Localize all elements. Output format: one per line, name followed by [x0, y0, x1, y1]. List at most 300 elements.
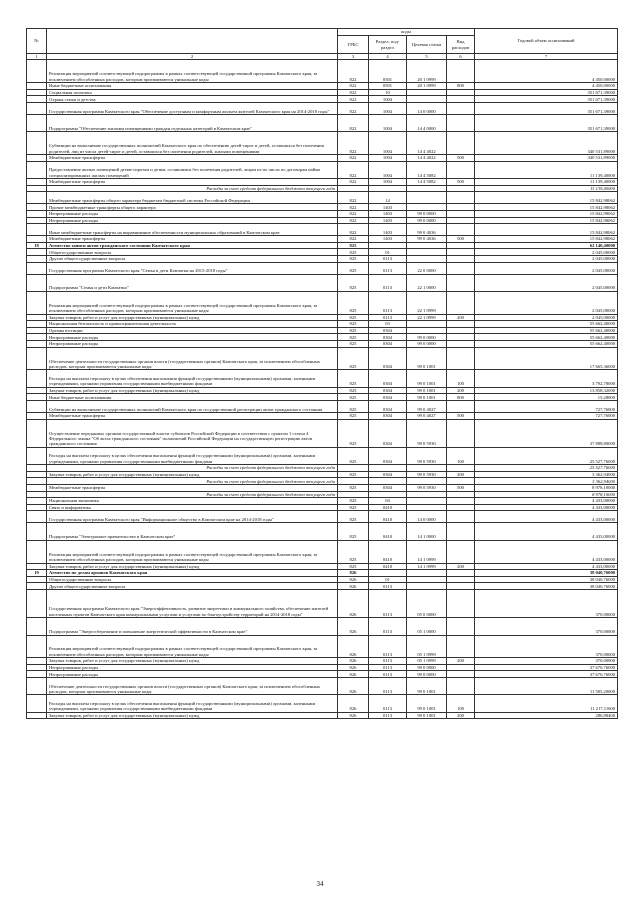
cell-sum: 38 040,76000 [475, 583, 618, 590]
table-row [27, 563, 618, 570]
cell-target-article: 20 1 0999 [407, 60, 447, 83]
cell-number [27, 563, 47, 570]
cell-expense-type [447, 570, 475, 577]
cell-expense-type: 500 [447, 179, 475, 186]
cell-name: Предоставление жилых помещений детям-сиротам и детям, оставшимся без попечения родителей, лицам из их числа по договорам найма специализированных жилых помещений [47, 161, 338, 178]
cell-razdel: 04 [369, 498, 407, 505]
cell-expense-type [447, 540, 475, 563]
cell-number [27, 274, 47, 291]
cell-number [27, 224, 47, 236]
cell-sum: 11 139,40000 [475, 185, 618, 192]
cell-number [27, 413, 47, 420]
cell-name: Непрограммные расходы [47, 664, 338, 671]
cell-expense-type: 200 [447, 563, 475, 570]
cell-number [27, 249, 47, 256]
table-row [27, 83, 618, 90]
cell-grbs: 825 [338, 563, 369, 570]
cell-grbs: 825 [338, 314, 369, 321]
cell-target-article: 05 1 0999 [407, 658, 447, 665]
cell-grbs: 826 [338, 583, 369, 590]
colnum: 1 [27, 54, 47, 60]
cell-expense-type [447, 419, 475, 447]
cell-grbs: 822 [338, 114, 369, 131]
cell-razdel: 0304 [369, 447, 407, 464]
cell-name: Субвенции на выполнение государственных полномочий Камчатского края по обеспечению детей-сирот и детей, оставшихся без попечения родителей, лиц из числа детей-сирот и детей, оставшихся без попечения родителей, жилыми помещениями [47, 132, 338, 155]
cell-number [27, 255, 47, 262]
cell-target-article [407, 89, 447, 96]
cell-expense-type: 100 [447, 447, 475, 464]
cell-razdel: 14 [369, 192, 407, 204]
cell-number [27, 96, 47, 103]
cell-expense-type [447, 576, 475, 583]
cell-razdel: 0113 [369, 664, 407, 671]
cell-name: Обеспечение деятельности государственных органов власти (государственных органов) Камчатского края, за исключением обособленных расходов, которым присваиваются уникальные коды [47, 347, 338, 370]
cell-name: Межбюджетные трансферты [47, 484, 338, 491]
cell-expense-type: 500 [447, 413, 475, 420]
cell-razdel: 0410 [369, 504, 407, 511]
cell-number [27, 671, 47, 678]
table-row [27, 274, 618, 291]
cell-target-article: 22 1 0999 [407, 314, 447, 321]
cell-sum: 351 671,39000 [475, 89, 618, 96]
cell-sum: 55 662,40000 [475, 327, 618, 334]
cell-name: Органы юстиции [47, 327, 338, 334]
cell-sum: 37 670,76000 [475, 664, 618, 671]
cell-sum: 370,00000 [475, 635, 618, 658]
cell-razdel: 1403 [369, 224, 407, 236]
cell-razdel: 0304 [369, 471, 407, 478]
cell-expense-type [447, 185, 475, 192]
cell-number [27, 204, 47, 211]
cell-razdel: 0501 [369, 60, 407, 83]
cell-target-article [407, 583, 447, 590]
cell-name: Государственная программа Камчатского края "Обеспечение доступным и комфортным жильем жителей Камчатского края на 2014-2018 годы" [47, 102, 338, 114]
cell-razdel: 03 [369, 321, 407, 328]
table-row [27, 419, 618, 447]
table-row [27, 465, 618, 472]
cell-razdel [369, 465, 407, 472]
cell-sum: 17 665,36000 [475, 347, 618, 370]
cell-razdel: 0113 [369, 658, 407, 665]
table-row [27, 314, 618, 321]
cell-target-article: 14 1 0999 [407, 540, 447, 563]
cell-name: Межбюджетные трансферты [47, 413, 338, 420]
cell-grbs: 822 [338, 192, 369, 204]
cell-sum: 8 978,10000 [475, 491, 618, 498]
cell-grbs: 825 [338, 540, 369, 563]
cell-grbs: 825 [338, 413, 369, 420]
cell-name: Закупка товаров, работ и услуг для государственных (муниципальных) нужд [47, 658, 338, 665]
cell-target-article [407, 185, 447, 192]
header-razdel: Раздел, под-раздел [369, 36, 407, 54]
cell-name: Межбюджетные трансферты [47, 155, 338, 162]
cell-grbs: 825 [338, 523, 369, 540]
cell-target-article: 99 0 0000 [407, 341, 447, 348]
cell-expense-type [447, 327, 475, 334]
cell-razdel: 0304 [369, 327, 407, 334]
cell-grbs: 825 [338, 321, 369, 328]
cell-sum: 351 671,39000 [475, 102, 618, 114]
cell-sum: 55 662,40000 [475, 334, 618, 341]
cell-number [27, 419, 47, 447]
cell-name: Закупка товаров, работ и услуг для государственных (муниципальных) нужд [47, 563, 338, 570]
cell-razdel: 1004 [369, 114, 407, 131]
cell-razdel: 0410 [369, 523, 407, 540]
table-row [27, 484, 618, 491]
cell-razdel: 01 [369, 249, 407, 256]
cell-name: Закупка товаров, работ и услуг для государственных (муниципальных) нужд [47, 471, 338, 478]
cell-sum: 15 842,98062 [475, 217, 618, 224]
cell-sum: 370,00000 [475, 589, 618, 617]
cell-number [27, 370, 47, 387]
table-row [27, 394, 618, 401]
cell-razdel [369, 478, 407, 485]
cell-target-article: 14 4 4022 [407, 132, 447, 155]
cell-name: Другие общегосударственные вопросы [47, 583, 338, 590]
cell-grbs [338, 185, 369, 192]
cell-number [27, 484, 47, 491]
cell-name: Реализация мероприятий соответствующей подпрограммы в рамках соответствующей государственной программы Камчатского края, за исключением обособленных расходов, которым присваиваются уникальные коды [47, 291, 338, 314]
cell-target-article [407, 327, 447, 334]
table-row [27, 671, 618, 678]
cell-expense-type [447, 478, 475, 485]
cell-grbs: 822 [338, 224, 369, 236]
cell-number [27, 712, 47, 719]
cell-razdel: 0113 [369, 635, 407, 658]
cell-sum: 4 450,00000 [475, 83, 618, 90]
table-row [27, 401, 618, 413]
cell-sum: 2 045,00000 [475, 255, 618, 262]
cell-expense-type [447, 274, 475, 291]
cell-name: Подпрограмма "Семья и дети Камчатки" [47, 274, 338, 291]
cell-sum: 55 662,40000 [475, 321, 618, 328]
cell-sum: 11 139,40000 [475, 179, 618, 186]
cell-grbs: 822 [338, 179, 369, 186]
cell-razdel: 01 [369, 576, 407, 583]
cell-number [27, 102, 47, 114]
cell-name: Расходы на выплаты персоналу в целях обеспечения выполнения функций государственными (муниципальными) органами, казенными учреждениями, органами управления государственными внебюджетными фондами [47, 447, 338, 464]
cell-sum: 351 671,39000 [475, 96, 618, 103]
table-row [27, 210, 618, 217]
cell-name: Социальная политика [47, 89, 338, 96]
cell-number [27, 321, 47, 328]
table-body [27, 60, 618, 719]
cell-target-article: 22 1 0000 [407, 274, 447, 291]
cell-expense-type: 100 [447, 370, 475, 387]
cell-name: Расходы на выплаты персоналу в целях обеспечения выполнения функций государственными (муниципальными) органами, казенными учреждениями, органами управления государственными внебюджетными фондами [47, 370, 338, 387]
cell-grbs: 825 [338, 511, 369, 523]
cell-grbs: 825 [338, 291, 369, 314]
cell-number [27, 192, 47, 204]
page-number: 34 [316, 880, 324, 888]
cell-target-article: 99 0 1001 [407, 695, 447, 712]
cell-razdel: 0113 [369, 314, 407, 321]
cell-name: Подпрограмма "Электронное правительство в Камчатском крае" [47, 523, 338, 540]
cell-target-article [407, 498, 447, 505]
cell-grbs: 826 [338, 658, 369, 665]
cell-razdel: 0304 [369, 341, 407, 348]
cell-name: Иные бюджетные ассигнования [47, 83, 338, 90]
cell-target-article: 99 0 1001 [407, 370, 447, 387]
cell-grbs: 826 [338, 671, 369, 678]
cell-expense-type [447, 224, 475, 236]
cell-razdel: 0304 [369, 334, 407, 341]
cell-expense-type [447, 511, 475, 523]
cell-grbs: 825 [338, 274, 369, 291]
table-row [27, 89, 618, 96]
cell-number [27, 161, 47, 178]
cell-sum: 2 045,00000 [475, 291, 618, 314]
table-row [27, 583, 618, 590]
table-row [27, 242, 618, 249]
cell-number [27, 635, 47, 658]
table-row [27, 658, 618, 665]
cell-razdel: 0113 [369, 712, 407, 719]
cell-target-article [407, 204, 447, 211]
cell-number [27, 523, 47, 540]
cell-sum: 13 858,32000 [475, 387, 618, 394]
cell-expense-type [447, 242, 475, 249]
cell-name: Охрана семьи и детства [47, 96, 338, 103]
cell-expense-type [447, 618, 475, 635]
cell-sum: 340 531,89000 [475, 132, 618, 155]
cell-razdel [369, 491, 407, 498]
cell-target-article: 14 1 0999 [407, 563, 447, 570]
cell-number [27, 210, 47, 217]
cell-name: Иные бюджетные ассигнования [47, 394, 338, 401]
cell-grbs: 825 [338, 370, 369, 387]
cell-target-article [407, 192, 447, 204]
table-row [27, 589, 618, 617]
cell-number [27, 465, 47, 472]
cell-expense-type [447, 589, 475, 617]
cell-number [27, 217, 47, 224]
table-row [27, 618, 618, 635]
colnum: 3 [338, 54, 369, 60]
cell-grbs: 825 [338, 447, 369, 464]
cell-name: Закупка товаров, работ и услуг для государственных (муниципальных) нужд [47, 712, 338, 719]
cell-target-article: 14 4 5082 [407, 179, 447, 186]
cell-name: Национальная безопасность и правоохранительная деятельность [47, 321, 338, 328]
cell-grbs: 822 [338, 210, 369, 217]
cell-expense-type [447, 401, 475, 413]
cell-expense-type [447, 583, 475, 590]
table-row [27, 321, 618, 328]
cell-number [27, 471, 47, 478]
cell-expense-type [447, 465, 475, 472]
cell-razdel: 0304 [369, 387, 407, 394]
cell-grbs: 825 [338, 484, 369, 491]
cell-target-article: 99 0 1001 [407, 387, 447, 394]
cell-name: Непрограммные расходы [47, 671, 338, 678]
cell-expense-type: 800 [447, 394, 475, 401]
cell-target-article: 05 0 0000 [407, 589, 447, 617]
cell-expense-type: 800 [447, 83, 475, 90]
cell-name: Расходы за счет средств федерального бюджета текущего года [47, 478, 338, 485]
cell-target-article: 99 0 1001 [407, 347, 447, 370]
cell-grbs: 826 [338, 635, 369, 658]
cell-sum: 4 433,00000 [475, 498, 618, 505]
cell-grbs: 826 [338, 695, 369, 712]
cell-sum: 2 045,00000 [475, 314, 618, 321]
cell-sum: 4 433,00000 [475, 523, 618, 540]
cell-grbs: 825 [338, 262, 369, 274]
cell-number [27, 401, 47, 413]
cell-target-article: 99 0 4036 [407, 224, 447, 236]
table-header [27, 29, 618, 60]
cell-target-article [407, 96, 447, 103]
cell-grbs: 826 [338, 712, 369, 719]
cell-target-article: 22 0 0000 [407, 262, 447, 274]
cell-grbs [338, 491, 369, 498]
cell-name: Межбюджетные трансферты общего характера бюджетам бюджетной системы Российской Федерации [47, 192, 338, 204]
cell-expense-type [447, 96, 475, 103]
cell-sum: 25 527,76000 [475, 465, 618, 472]
cell-razdel: 1004 [369, 132, 407, 155]
cell-expense-type: 100 [447, 695, 475, 712]
cell-number [27, 589, 47, 617]
cell-expense-type [447, 217, 475, 224]
cell-razdel: 0304 [369, 401, 407, 413]
cell-sum: 4 433,00000 [475, 540, 618, 563]
cell-expense-type [447, 262, 475, 274]
cell-target-article [407, 465, 447, 472]
cell-razdel: 0304 [369, 394, 407, 401]
cell-number [27, 491, 47, 498]
cell-target-article: 14 1 0000 [407, 523, 447, 540]
cell-sum: 4 433,00000 [475, 563, 618, 570]
cell-razdel: 0304 [369, 347, 407, 370]
cell-name: Прочие межбюджетные трансферты общего характера [47, 204, 338, 211]
header-vr: Вид расходов [447, 36, 475, 54]
cell-sum: 62 140,40000 [475, 242, 618, 249]
cell-target-article: 14 0 0000 [407, 102, 447, 114]
table-row [27, 504, 618, 511]
cell-grbs: 825 [338, 341, 369, 348]
cell-name: Непрограммные расходы [47, 217, 338, 224]
cell-target-article [407, 570, 447, 577]
cell-grbs: 822 [338, 83, 369, 90]
table-row [27, 291, 618, 314]
cell-sum: 3 362,94000 [475, 471, 618, 478]
cell-expense-type: 500 [447, 484, 475, 491]
cell-sum: 727,76000 [475, 413, 618, 420]
table-row [27, 635, 618, 658]
cell-sum: 4 433,00000 [475, 504, 618, 511]
cell-razdel: 0113 [369, 678, 407, 695]
table-row [27, 192, 618, 204]
cell-name: Реализация мероприятий соответствующей подпрограммы в рамках соответствующей государственной программы Камчатского края, за исключением обособленных расходов, которым присваиваются уникальные коды [47, 540, 338, 563]
cell-number [27, 236, 47, 243]
cell-target-article: 99 0 0000 [407, 334, 447, 341]
cell-target-article [407, 504, 447, 511]
table-row [27, 695, 618, 712]
cell-razdel: 0113 [369, 274, 407, 291]
cell-grbs: 825 [338, 387, 369, 394]
cell-number: 18 [27, 242, 47, 249]
cell-razdel: 1004 [369, 102, 407, 114]
cell-number [27, 291, 47, 314]
cell-razdel: 0410 [369, 563, 407, 570]
cell-name: Закупка товаров, работ и услуг для государственных (муниципальных) нужд [47, 314, 338, 321]
cell-sum: 37 888,80000 [475, 419, 618, 447]
cell-target-article: 99 0 1001 [407, 394, 447, 401]
cell-expense-type [447, 491, 475, 498]
cell-grbs: 825 [338, 347, 369, 370]
cell-target-article [407, 242, 447, 249]
cell-target-article: 99 0 5930 [407, 419, 447, 447]
cell-expense-type: 200 [447, 712, 475, 719]
cell-sum: 38 040,76000 [475, 570, 618, 577]
table-row [27, 387, 618, 394]
cell-sum: 11 217,11600 [475, 695, 618, 712]
cell-target-article: 05 1 0999 [407, 635, 447, 658]
cell-name: Субвенции на выполнение государственных полномочий Камчатского края по государственной регистрации актов гражданского состояния [47, 401, 338, 413]
cell-sum: 15 842,98062 [475, 224, 618, 236]
cell-name: Общегосударственные вопросы [47, 249, 338, 256]
cell-target-article: 99 0 4027 [407, 401, 447, 413]
cell-razdel: 0304 [369, 484, 407, 491]
cell-razdel: 0304 [369, 419, 407, 447]
cell-grbs: 826 [338, 589, 369, 617]
cell-expense-type: 200 [447, 471, 475, 478]
cell-grbs: 822 [338, 204, 369, 211]
cell-target-article [407, 249, 447, 256]
cell-expense-type [447, 249, 475, 256]
cell-razdel: 10 [369, 89, 407, 96]
cell-name: Закупка товаров, работ и услуг для государственных (муниципальных) нужд [47, 387, 338, 394]
cell-number [27, 583, 47, 590]
cell-razdel: 0113 [369, 695, 407, 712]
cell-sum: 55 662,40000 [475, 341, 618, 348]
table-row [27, 471, 618, 478]
cell-razdel: 0113 [369, 262, 407, 274]
cell-name: Агентство по делам архивов Камчатского края [47, 570, 338, 577]
cell-grbs: 825 [338, 401, 369, 413]
cell-grbs: 822 [338, 217, 369, 224]
cell-sum: 2 045,00000 [475, 249, 618, 256]
cell-razdel: 0113 [369, 291, 407, 314]
cell-name: Национальная экономика [47, 498, 338, 505]
cell-expense-type [447, 635, 475, 658]
cell-grbs: 826 [338, 664, 369, 671]
cell-expense-type [447, 504, 475, 511]
cell-expense-type [447, 161, 475, 178]
cell-sum: 25 527,76000 [475, 447, 618, 464]
header-num: № [27, 29, 47, 54]
cell-razdel: 1403 [369, 236, 407, 243]
cell-sum: 351 671,39000 [475, 114, 618, 131]
cell-name: Иные межбюджетные трансферты на выравнивание обеспеченности муниципальных образований в Камчатском крае [47, 224, 338, 236]
cell-sum: 15 842,98062 [475, 236, 618, 243]
cell-sum: 370,00000 [475, 618, 618, 635]
cell-number [27, 341, 47, 348]
table-row [27, 185, 618, 192]
cell-grbs: 826 [338, 618, 369, 635]
cell-number [27, 511, 47, 523]
cell-expense-type [447, 498, 475, 505]
table-row [27, 161, 618, 178]
cell-number [27, 658, 47, 665]
cell-grbs: 825 [338, 327, 369, 334]
table-row [27, 96, 618, 103]
cell-expense-type [447, 132, 475, 155]
cell-razdel: 1004 [369, 96, 407, 103]
colnum: 6 [447, 54, 475, 60]
cell-grbs: 825 [338, 504, 369, 511]
cell-sum: 15 842,98062 [475, 210, 618, 217]
table-row [27, 498, 618, 505]
